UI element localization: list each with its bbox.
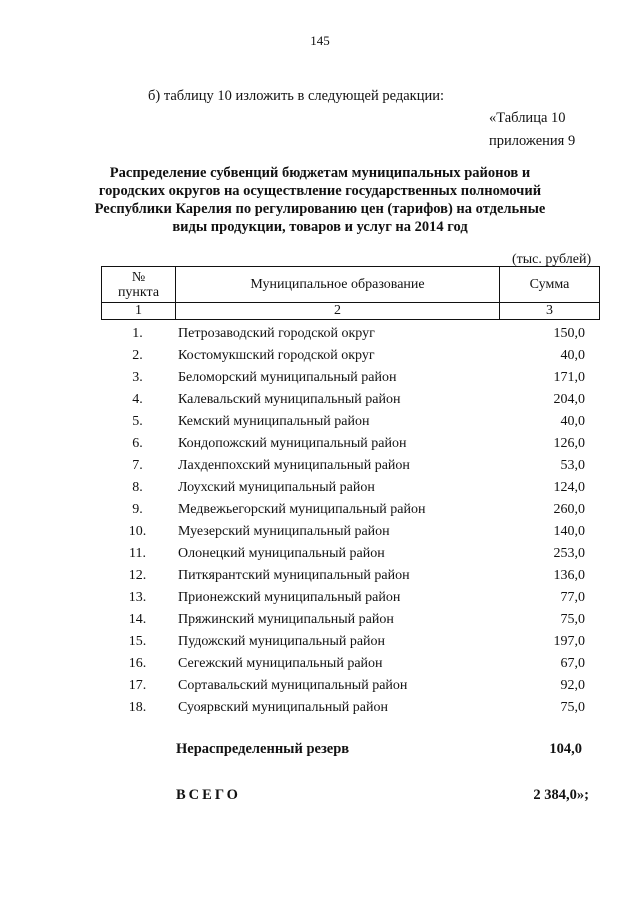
- table-header: [101, 266, 600, 320]
- reserve-label: Нераспределенный резерв: [176, 741, 350, 757]
- row-value: 204,0: [553, 392, 585, 407]
- row-name: Прионежский муниципальный район: [178, 590, 401, 605]
- table-row: [0, 568, 640, 590]
- row-value: 75,0: [560, 700, 585, 715]
- row-name: Беломорский муниципальный район: [178, 370, 397, 385]
- row-value: 171,0: [553, 370, 585, 385]
- table-row: [0, 612, 640, 634]
- row-name: Костомукшский городской округ: [178, 348, 375, 363]
- total-value: 2 384,0»;: [533, 787, 589, 803]
- table-reference-line2: приложения 9: [489, 133, 576, 149]
- row-name: Сортавальский муниципальный район: [178, 678, 408, 693]
- row-name: Олонецкий муниципальный район: [178, 546, 385, 561]
- table-row: [0, 392, 640, 414]
- row-number: 6.: [132, 436, 143, 451]
- row-number: 2.: [132, 348, 143, 363]
- row-number: 8.: [132, 480, 143, 495]
- table-row: [0, 436, 640, 458]
- row-name: Пудожский муниципальный район: [178, 634, 386, 649]
- reserve-value: 104,0: [549, 741, 582, 757]
- row-number: 4.: [132, 392, 143, 407]
- table-reference-line1: «Таблица 10: [489, 110, 566, 126]
- title-line: городских округов на осуществление государственных полномочий: [98, 183, 542, 199]
- row-value: 140,0: [553, 524, 585, 539]
- row-name: Петрозаводский городской округ: [178, 326, 375, 341]
- row-number: 5.: [132, 414, 143, 429]
- row-number: 16.: [128, 656, 147, 671]
- unit-label: (тыс. рублей): [512, 252, 592, 267]
- row-value: 150,0: [553, 326, 585, 341]
- row-value: 124,0: [553, 480, 585, 495]
- table-row: [0, 348, 640, 370]
- row-number: 17.: [128, 678, 147, 693]
- header-index-3: 3: [500, 303, 600, 320]
- title-line: Распределение субвенций бюджетам муниципальных районов и: [109, 165, 531, 181]
- table-row: [0, 700, 640, 722]
- table-row: [0, 458, 640, 480]
- title-line: виды продукции, товаров и услуг на 2014 год: [172, 219, 468, 235]
- row-name: Медвежьегорский муниципальный район: [178, 502, 426, 517]
- row-name: Лахденпохский муниципальный район: [178, 458, 410, 473]
- instruction-text: б) таблицу 10 изложить в следующей редакции:: [148, 88, 445, 104]
- header-sum-cell: Сумма: [500, 267, 600, 303]
- row-name: Пряжинский муниципальный район: [178, 612, 394, 627]
- row-value: 92,0: [560, 678, 585, 693]
- document-title: [80, 164, 560, 236]
- row-value: 253,0: [553, 546, 585, 561]
- row-value: 260,0: [553, 502, 585, 517]
- row-value: 40,0: [560, 414, 585, 429]
- row-number: 10.: [128, 524, 147, 539]
- table-row: [0, 502, 640, 524]
- header-number-cell: [102, 267, 176, 303]
- row-value: 40,0: [560, 348, 585, 363]
- table-row: [0, 414, 640, 436]
- row-name: Кондопожский муниципальный район: [178, 436, 407, 451]
- row-value: 136,0: [553, 568, 585, 583]
- row-value: 53,0: [560, 458, 585, 473]
- header-number-symbol: №: [131, 269, 146, 285]
- row-number: 14.: [128, 612, 147, 627]
- table-row: [0, 634, 640, 656]
- row-number: 18.: [128, 700, 147, 715]
- row-number: 9.: [132, 502, 143, 517]
- row-name: Питкярантский муниципальный район: [178, 568, 410, 583]
- row-number: 11.: [129, 546, 146, 561]
- row-name: Лоухский муниципальный район: [178, 480, 375, 495]
- row-number: 3.: [132, 370, 143, 385]
- table-row: [0, 546, 640, 568]
- table-row: [0, 480, 640, 502]
- table-row: [0, 524, 640, 546]
- row-name: Калевальский муниципальный район: [178, 392, 401, 407]
- row-value: 126,0: [553, 436, 585, 451]
- table-row: [0, 678, 640, 700]
- row-number: 13.: [128, 590, 147, 605]
- total-label: ВСЕГО: [176, 787, 241, 803]
- row-value: 77,0: [560, 590, 585, 605]
- table-row: [0, 370, 640, 392]
- table-row: [0, 656, 640, 678]
- row-value: 67,0: [560, 656, 585, 671]
- row-value: 197,0: [553, 634, 585, 649]
- header-name-cell: Муниципальное образование: [176, 267, 500, 303]
- title-line: Республики Карелия по регулированию цен (тарифов) на отдельные: [94, 201, 546, 217]
- row-name: Суоярвский муниципальный район: [178, 700, 388, 715]
- row-name: Сегежский муниципальный район: [178, 656, 383, 671]
- row-value: 75,0: [560, 612, 585, 627]
- page-number: 145: [310, 33, 330, 48]
- header-number-label: пункта: [117, 284, 160, 300]
- row-name: Муезерский муниципальный район: [178, 524, 390, 539]
- header-index-1: 1: [102, 303, 176, 320]
- table-row: [0, 590, 640, 612]
- row-number: 12.: [128, 568, 147, 583]
- row-name: Кемский муниципальный район: [178, 414, 370, 429]
- row-number: 1.: [132, 326, 143, 341]
- row-number: 7.: [132, 458, 143, 473]
- row-number: 15.: [128, 634, 147, 649]
- table-row: [0, 326, 640, 348]
- header-index-2: 2: [176, 303, 500, 320]
